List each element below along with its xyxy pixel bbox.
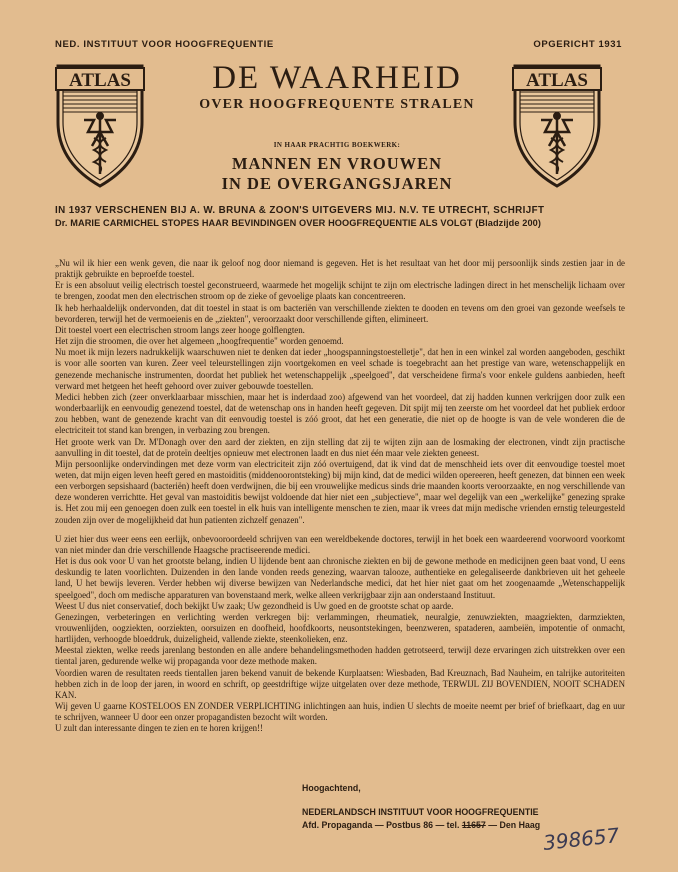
closing-greeting: Hoogachtend, bbox=[302, 783, 361, 793]
paragraph: U ziet hier dus weer eens een eerlijk, onbevooroordeeld schrijven van een wereldbekende doctores, terwijl in het boek een waardeerend voorwoord voorkomt van niet minder dan drie verschillende Haagsche practiseerende medici. bbox=[55, 533, 625, 555]
paragraph-gap bbox=[55, 526, 625, 534]
closing-block bbox=[302, 782, 632, 832]
publisher-line2: Dr. MARIE CARMICHEL STOPES HAAR BEVINDINGEN OVER HOOGFREQUENTIE ALS VOLGT (Bladzijde 200) bbox=[55, 218, 542, 228]
book-title bbox=[150, 154, 524, 194]
atlas-logo-icon bbox=[54, 62, 146, 190]
paragraph: Genezingen, verbeteringen en verlichting werden verkregen bij: verlammingen, rheumatiek, neuralgie, zenuwziekten, maagziekten, darmziekten, vrouwenlijden, oogziekten, oorziekten, oorsuizen en doofheid, hoofdkoorts, neusontstekingen, beenzweren, spataderen, aambeiën, impotentie of onmacht, hartlijden, verhoogde bloeddruk, duizeligheid, vallende ziekte, steenkolieken, enz. bbox=[55, 611, 625, 645]
paragraph: Het zijn die stroomen, die over het algemeen „hoogfrequentie" worden genoemd. bbox=[55, 336, 344, 347]
book-title-line1: MANNEN EN VROUWEN bbox=[231, 154, 443, 173]
paragraph: Er is een absoluut veilig electrisch toestel geconstrueerd, waarmede het mogelijk schijnt te zijn om electrische ladingen direct in het menschelijk lichaam over te brengen, zoodat men den electrischen stroom op de zieke of gevoelige plaats kan concentreeren. bbox=[55, 280, 625, 302]
address-prefix: Afd. Propaganda — Postbus 86 — tel. bbox=[302, 820, 460, 830]
publisher-line1: IN 1937 VERSCHENEN BIJ A. W. BRUNA & ZOON'S UITGEVERS MIJ. N.V. TE UTRECHT, SCHRIJFT bbox=[55, 205, 545, 216]
paragraph: Nu moet ik mijn lezers nadrukkelijk waarschuwen niet te denken dat ieder „hoogspanningstoestelletje", dat hen in een winkel zal worden aangeboden, geschikt is voor alle soorten van kuren. Zeer veel teleurstellingen zijn voortgekomen en veel schade is toegebracht aan het prestige van ware, wetenschappelijk en genezende mechanische instrumenten, doordat het publiek het wetenschappelijk „speelgoed", dat verscheidene firma's voor enkele guldens aanbieden, heeft verward met hetgeen het heeft gehoord over zuiver gebouwde toestellen. bbox=[55, 347, 625, 391]
book-title-line2: IN DE OVERGANGSJAREN bbox=[221, 174, 453, 193]
paragraph: U zult dan interessante dingen te zien en te horen krijgen!! bbox=[55, 723, 263, 734]
paragraph: Voordien waren de resultaten reeds tientallen jaren bekend vanuit de bekende Kurplaatsen: Wiesbaden, Bad Kreuznach, Bad Nauheim, en talrijke autoriteiten hebben zich in de loop der jaren, in woord en schrift, op geestdriftige wijze uitgelaten over deze methode, TERWIJL ZIJ BOVENDIEN, NOOIT SCHADEN KAN. bbox=[55, 667, 625, 700]
body-text bbox=[55, 258, 625, 735]
svg-text:ATLAS: ATLAS bbox=[526, 70, 588, 91]
paragraph: Dit toestel voert een electrischen stroom langs zeer hooge golflengten. bbox=[55, 324, 305, 335]
atlas-shield-logo-left bbox=[54, 62, 146, 190]
header-institute: NED. INSTITUUT VOOR HOOGFREQUENTIE bbox=[55, 39, 274, 50]
paragraph: „Nu wil ik hier een wenk geven, die naar ik geloof nog door niemand is gegeven. Het is het resultaat van het door mij persoonlijk sinds zestien jaar in de praktijk gebruikte en beproefde toestel. bbox=[55, 258, 625, 280]
paragraph: Weest U dus niet conservatief, doch bekijkt Uw zaak; Uw gezondheid is Uw goed en de grootste schat op aarde. bbox=[55, 600, 454, 611]
handwritten-number: 398657 bbox=[541, 823, 621, 855]
header-founded: OPGERICHT 1931 bbox=[533, 39, 622, 50]
closing-institute: NEDERLANDSCH INSTITUUT VOOR HOOGFREQUENTIE bbox=[302, 807, 539, 817]
book-intro: IN HAAR PRACHTIG BOEKWERK: bbox=[273, 141, 401, 149]
address-suffix: — Den Haag bbox=[488, 820, 541, 830]
paragraph: Wij geven U gaarne KOSTELOOS EN ZONDER VERPLICHTING inlichtingen aan huis, indien U slechts de moeite neemt per brief of briefkaart, dag en uur te schrijven, wanneer U door een onzer propagandisten bezocht wilt worden. bbox=[55, 701, 625, 723]
main-title: DE WAARHEID bbox=[212, 60, 462, 96]
paragraph: Ik heb herhaaldelijk ondervonden, dat dit toestel in staat is om bacteriën van verschillende ziekten te dooden en tevens om den groei van gezonde weefsels te bevorderen, terwijl het de vermoeienis en de „ziekten", veroorzaakt door verschillende giften, elimineert. bbox=[55, 302, 625, 324]
subtitle: OVER HOOGFREQUENTE STRALEN bbox=[199, 97, 475, 112]
paragraph: Medici hebben zich (zeer onverklaarbaar misschien, maar het is inderdaad zoo) afgewend van het voordeel, dat zij hadden kunnen verkrijgen door zulk een wonderbaarlijk en eenvoudig genezend toestel, dat de wetenschap ons in handen heeft gegeven. Dit spijt mij ten zeerste om het voordeel dat het publiek erdoor zou hebben, want de genezende kracht van dit eenvoudig toestel is zóó groot, dat het een generatie, die niet op de hoogte is van de vele wonderen die de electriciteit tot stand kan brengen, in verbazing zou brengen. bbox=[55, 391, 625, 436]
paragraph: Mijn persoonlijke ondervindingen met deze vorm van electriciteit zijn zóó overtuigend, dat ik vind dat de menschheid iets over dit eenvoudige toestel moet weten, dat mijn eigen leven heeft gered en mastoiditis (middenoorontsteking) bij mijn kind, dat de medici wilden opereeren, heeft genezen, dat binnen een week een verborgen sepsishaard (bacteriën) heeft doen verdwijnen, die bij een vrouwelijke medicus sinds drie maanden koorts veroorzaakte, en nog verschillende van deze wonderen verrichtte. Het geval van mastoiditis bewijst voldoende dat hier niet een „subjectieve", maar wel degelijk van een „werkelijke" genezing sprake is. Het zou mij een genoegen doen zulk een toestel in elk huis van intelligente menschen te zien, maar ik vrees dat mijn medische vrienden ernstig teleurgesteld zouden zijn over de mogelijkheid dat hun patienten zichzelf genazen". bbox=[55, 458, 625, 525]
atlas-logo-icon bbox=[511, 62, 603, 190]
paragraph: Het groote werk van Dr. M'Donagh over den aard der ziekten, en zijn stelling dat zij te wijten zijn aan de losmaking der electronen, vindt zijn practische aanvulling in dit toestel, dat de proteïn deeltjes opnieuw met electronen laadt en dus niet één maar vele ziekten geneest. bbox=[55, 436, 625, 458]
svg-text:ATLAS: ATLAS bbox=[69, 70, 131, 91]
publisher-note bbox=[55, 204, 625, 230]
header-line bbox=[55, 39, 622, 50]
paragraph: Meestal ziekten, welke reeds jarenlang bestonden en alle andere behandelingsmethoden hadden getrotseerd, terwijl deze ervaringen zich uitstrekken over een tiental jaren, gedurende welke wij propaganda voor deze methode maken. bbox=[55, 645, 625, 667]
struck-phone-number: 11657 bbox=[461, 820, 486, 830]
atlas-shield-logo-right bbox=[511, 62, 603, 190]
paragraph: Het is dus ook voor U van het grootste belang, indien U lijdende bent aan chronische ziekten en bij de gewone methode en medicijnen geen baat vond, U eens deskundig te laten voorlichten. Duizenden in den lande vonden reeds genezing, waarvan talooze, authentieke en gelegaliseerde dankbrieven uit het geheele land, U het bewijs leveren. Verder hebben wij diverse bewijzen van Nederlandsche medici, dat het hier niet gaat om het zoogenaamde „Wetenschappelijk speelgoed", doch om medische apparaturen van bovenstaand merk, welke alleen verkrijgbaar zijn aan onderstaand Instituut. bbox=[55, 556, 625, 600]
